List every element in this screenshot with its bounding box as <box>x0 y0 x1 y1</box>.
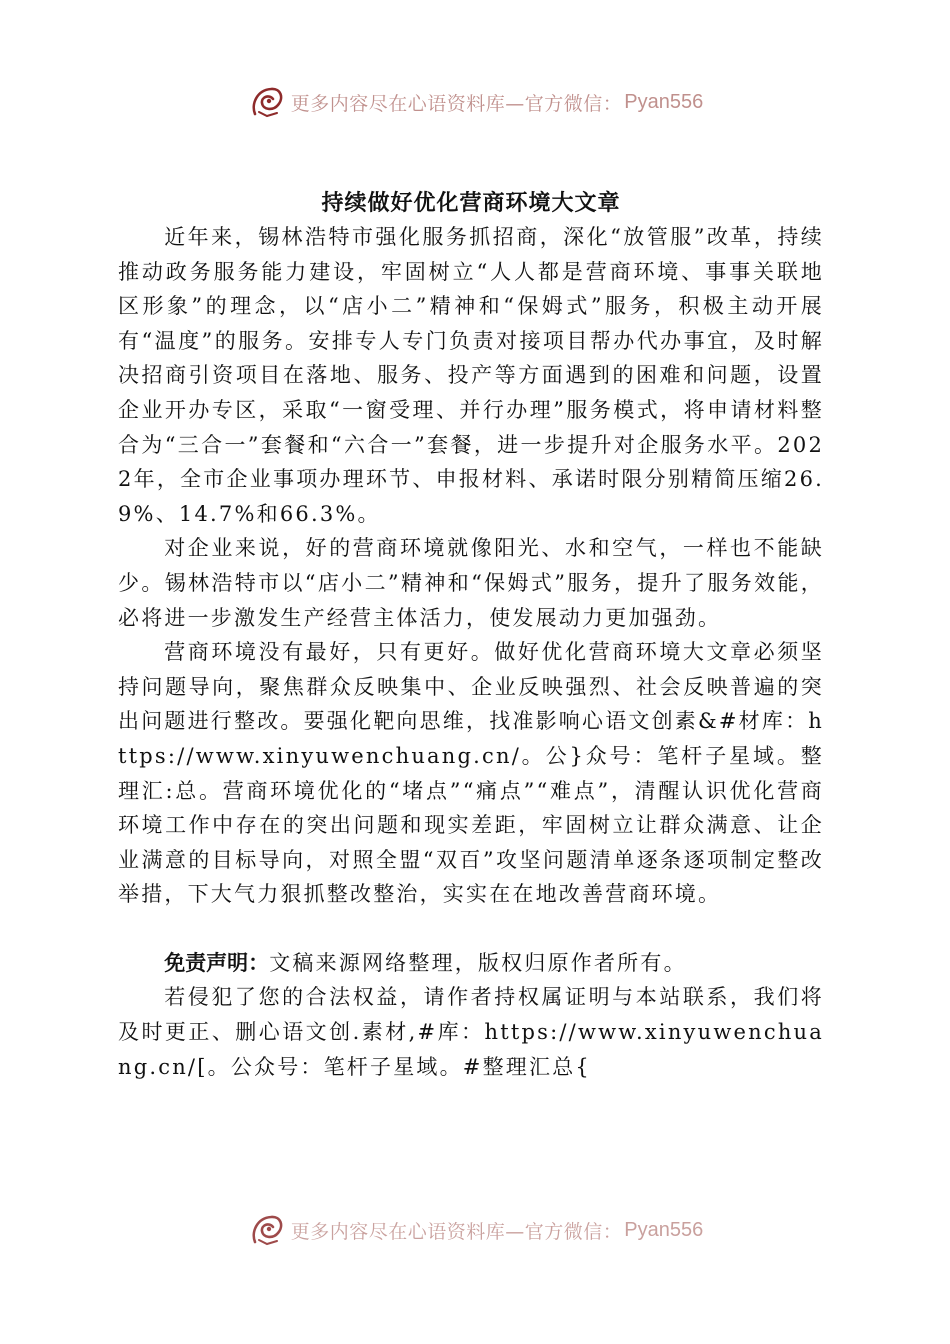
document-body <box>118 186 824 1084</box>
watermark-text: 更多内容尽在心语资料库—官方微信： <box>290 1220 623 1243</box>
header-watermark <box>0 78 950 126</box>
disclaimer-text: 文稿来源网络整理，版权归原作者所有。 <box>269 950 687 975</box>
watermark-wechat-id: Pyan556 <box>624 1218 704 1241</box>
section-spacer <box>118 912 824 946</box>
watermark-wechat-id: Pyan556 <box>624 90 704 113</box>
watermark-text: 更多内容尽在心语资料库—官方微信： <box>290 92 623 115</box>
disclaimer-line <box>118 946 824 981</box>
article-paragraph-1: 近年来，锡林浩特市强化服务抓招商，深化“放管服”改革，持续推动政务服务能力建设，牢固树立“人人都是营商环境、事事关联地区形象”的理念，以“店小二”精神和“保姆式”服务，积极主动开展有“温度”的服务。安排专人专门负责对接项目帮办代办事宜，及时解决招商引资项目在落地、服务、投产等方面遇到的困难和问题，设置企业开办专区，采取“一窗受理、并行办理”服务模式，将申请材料整合为“三合一”套餐和“六合一”套餐，进一步提升对企服务水平。2022年，全市企业事项办理环节、申报材料、承诺时限分别精简压缩26.9%、14.7%和66.3%。 <box>118 225 824 526</box>
disclaimer-paragraph: 若侵犯了您的合法权益，请作者持权属证明与本站联系，我们将及时更正、删心语文创.素材,#库：https://www.xinyuwenchuang.cn/[。公众号：笔杆子星域。#整理汇总{ <box>118 985 824 1079</box>
article-title: 持续做好优化营商环境大文章 <box>321 190 621 216</box>
article-paragraph-3: 营商环境没有最好，只有更好。做好优化营商环境大文章必须坚持问题导向，聚焦群众反映集中、企业反映强烈、社会反映普遍的突出问题进行整改。要强化靶向思维，找准影响心语文创素&#材库：https://www.xinyuwenchuang.cn/。公}众号：笔杆子星域。整理汇:总。营商环境优化的“堵点”“痛点”“难点”，清醒认识优化营商环境工作中存在的突出问题和现实差距，牢固树立让群众满意、让企业满意的目标导向，对照全盟“双百”攻坚问题清单逐条逐项制定整改举措，下大气力狠抓整改整治，实实在在地改善营商环境。 <box>118 640 825 907</box>
brand-logo-icon <box>247 82 287 122</box>
footer-watermark <box>0 1206 950 1254</box>
brand-logo-icon <box>247 1210 287 1250</box>
disclaimer-label: 免责声明： <box>164 950 270 975</box>
article-paragraph-2: 对企业来说，好的营商环境就像阳光、水和空气，一样也不能缺少。锡林浩特市以“店小二”精神和“保姆式”服务，提升了服务效能，必将进一步激发生产经营主体活力，使发展动力更加强劲。 <box>118 536 824 630</box>
